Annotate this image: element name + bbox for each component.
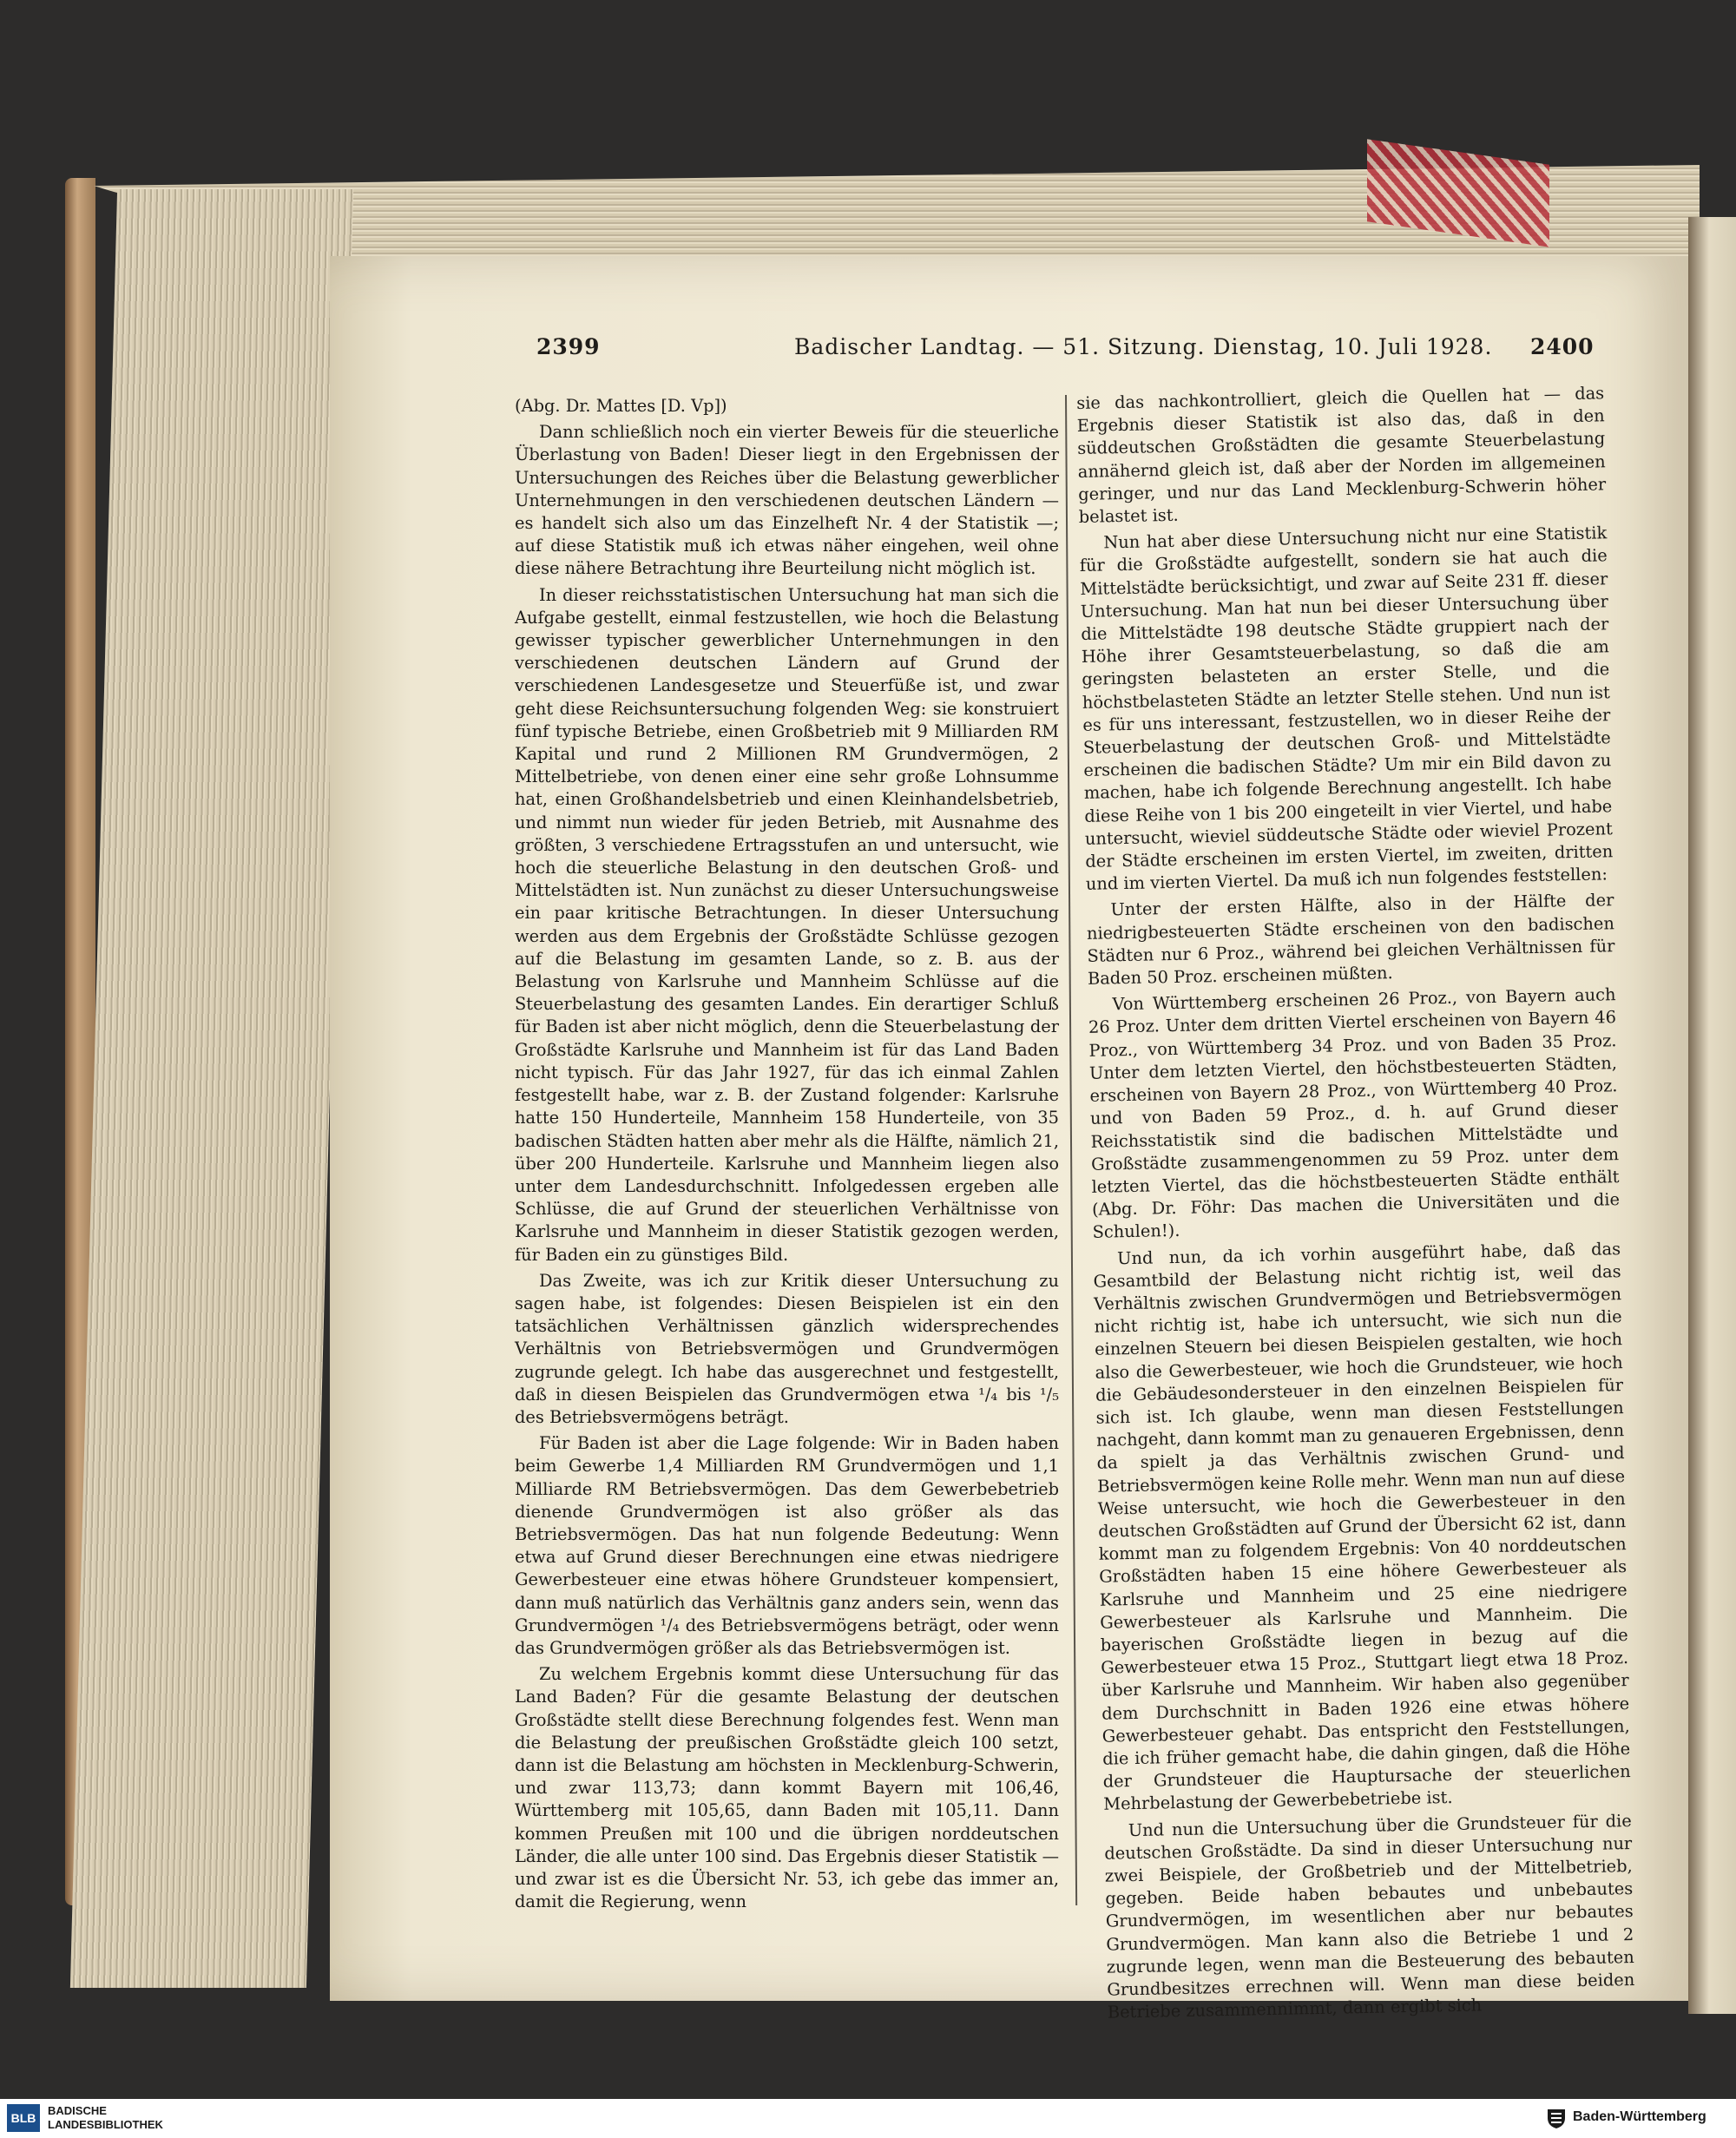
paragraph: Nun hat aber diese Untersuchung nicht nur eine Statistik für die Großstädte aufgestellt, sondern sie hat auch die Mittelstädte berücksichtigt, und zwar auf Seite 231 ff. dieser Untersuchung. Man hat nun bei dieser Untersuchung über die Mittelstädte 198 deutsche Städte gruppiert nach der Höhe ihrer Gesamtsteuerbelastung, so daß die am geringsten belasteten an erster Stelle, und die höchstbelasteten Städte an letzter Stelle stehen. Und nun ist es für uns interessant, festzustellen, wo in dieser Reihe der Steuerbelastung der deutschen Groß- und Mittelstädte erscheinen die badischen Städte? Um mir ein Bild davon zu machen, habe ich folgende Berechnung angestellt. Ich habe diese Reihe von 1 bis 200 eingeteilt in vier Viertel, und habe untersucht, wieviel süddeutsche Städte oder wieviel Prozent der Städte erscheinen im ersten Viertel, im zweiten, dritten und im vierten Viertel. Da muß ich nun folgendes feststellen: [1079, 523, 1614, 895]
running-header: Badischer Landtag. — 51. Sitzung. Dienstag, 10. Juli 1928. [794, 334, 1493, 359]
paragraph: Und nun die Untersuchung über die Grundsteuer für die deutschen Großstädte. Da sind in dieser Untersuchung nur zwei Beispiele, der Großbetrieb und der Mittelbetrieb, gegeben. Beide haben bebautes und unbebautes Grundvermögen, im wesentlichen aber nur bebautes Grundvermögen. Man kann also die Betriebe 1 und 2 zugrunde legen, wenn man die Besteuerung des bebauten Grundbesitzes errechnen will. Wenn man diese beiden Betriebe zusammennimmt, dann ergibt sich [1104, 1810, 1635, 2023]
paragraph: Und nun, da ich vorhin ausgeführt habe, daß das Gesamtbild der Belastung nicht richtig ist, weil das Verhältnis zwischen Grundvermögen und Betriebsvermögen nicht richtig ist, habe ich untersucht, wie sich nun die einzelnen Steuern bei diesen Beispielen gestalten, wie hoch also die Gewerbesteuer, wie hoch die Grundsteuer, wie hoch die Gebäudesondersteuer in den einzelnen Beispielen für sich ist. Ich glaube, wenn man diesen Feststellungen nachgeht, dann kommt man zu genaueren Ergebnissen, denn da spielt ja das Verhältnis zwischen Grund- und Betriebsvermögen keine Rolle mehr. Wenn man nun auf diese Weise untersucht, wie hoch die Gewerbesteuer in den deutschen Großstädten auf Grund der Übersicht 62 ist, dann kommt man zu folgendem Ergebnis: Von 40 norddeutschen Großstädten haben 15 eine höhere Gewerbesteuer als Karlsruhe und Mannheim und 25 eine niedrigere Gewerbesteuer als Karlsruhe und Mannheim. Die bayerischen Großstädte liegen in bezug auf die Gewerbesteuer etwa 15 Proz., Stuttgart liegt etwa 18 Proz. über Karlsruhe und Mannheim. Wir haben also gegenüber dem Durchschnitt in Baden 1926 eine etwas höhere Gewerbesteuer gehabt. Das entspricht den Feststellungen, die ich früher gemacht habe, die dahin gingen, daß die Höhe der Grundsteuer die Hauptursache der steuerlichen Mehrbelastung der Gewerbebetriebe ist. [1093, 1238, 1631, 1815]
library-name-line1: BADISCHE [48, 2104, 107, 2117]
speaker-line: (Abg. Dr. Mattes [D. Vp]) [515, 396, 727, 416]
paragraph: Für Baden ist aber die Lage folgende: Wir in Baden haben beim Gewerbe 1,4 Milliarden RM Grundvermögen und 1,1 Milliarde RM Betriebsvermögen. Das dem Gewerbebetrieb dienende Grundvermögen ist also größer als das Betriebsvermögen. Das hat nun folgende Bedeutung: Wenn etwa auf Grund dieser Berechnungen eine etwas niedrigere Gewerbesteuer eine etwas höhere Grundsteuer kompensiert, dann muß natürlich das Verhältnis ganz anders sein, wenn das Grundvermögen ¹/₄ des Betriebsvermögens beträgt, oder wenn das Grundvermögen größer als das Betriebsvermögen ist. [515, 1433, 1059, 1658]
paragraph: Von Württemberg erscheinen 26 Proz., von Bayern auch 26 Proz. Unter dem dritten Viertel erscheinen von Bayern 46 Proz., von Württemberg 34 Proz. und von Baden 35 Proz. Unter dem letzten Viertel, den höchstbesteuerten Städten, erscheinen von Bayern 28 Proz., von Württemberg 40 Proz. und von Baden 59 Proz., d. h. auf Grund dieser Reichsstatistik sind die badischen Mittelstädte und Großstädte zusammengenommen zu 59 Proz. unter dem letzten Viertel, das die höchstbesteuerten Städte enthält (Abg. Dr. Föhr: Das machen die Universitäten und die Schulen!). [1088, 984, 1621, 1243]
text-column-right [1076, 382, 1635, 2028]
library-name [48, 2104, 163, 2132]
page-stack-side [70, 189, 353, 1988]
state-name: Baden-Württemberg [1573, 2109, 1706, 2124]
paragraph: sie das nachkontrolliert, gleich die Quellen hat — das Ergebnis dieser Statistik ist also das, daß in den süddeutschen Großstädten die gesamte Steuerbelastung annähernd gleich ist, daß aber der Norden im allgemeinen geringer, und nur das Land Mecklenburg-Schwerin höher belastet ist. [1076, 383, 1607, 527]
paragraph: Unter der ersten Hälfte, also in der Hälfte der niedrigbesteuerten Städte erscheinen von den badischen Städten nur 6 Proz., während bei gleichen Verhältnissen für Baden 50 Proz. erscheinen müßten. [1086, 890, 1615, 989]
page-number-right: 2400 [1530, 334, 1595, 359]
paragraph: Das Zweite, was ich zur Kritik dieser Untersuchung zu sagen habe, ist folgendes: Diesen Beispielen ist ein den tatsächlichen Verhältnissen gänzlich widersprechendes Verhältnis von Betriebsvermögen und Grundvermögen zugrunde gelegt. Ich habe das ausgerechnet und festgestellt, daß in diesen Beispielen das Grundvermögen etwa ¹/₄ bis ¹/₅ des Betriebsvermögens beträgt. [515, 1270, 1059, 1427]
footer-bar [0, 2099, 1736, 2138]
paragraph: In dieser reichsstatistischen Untersuchung hat man sich die Aufgabe gestellt, einmal festzustellen, wie hoch die Belastung gewisser typischer gewerblicher Unternehmungen in den verschiedenen deutschen Ländern auf Grund der verschiedenen Landesgesetze und Steuerfüße ist, und zwar geht diese Reichsuntersuchung folgenden Weg: sie konstruiert fünf typische Betriebe, einen Großbetrieb mit 9 Milliarden RM Kapital und rund 2 Millionen RM Grundvermögen, 2 Mittelbetriebe, von denen einer eine sehr große Lohnsumme hat, einen Großhandelsbetrieb und einen Kleinhandelsbetrieb, und nimmt nun wieder für jeden Betrieb, mit Ausnahme des größten, 3 verschiedene Ertragsstufen an und untersucht, wie hoch die steuerliche Belastung in den deutschen Groß- und Mittelstädten ist. Nun zunächst zu dieser Untersuchungsweise ein paar kritische Betrachtungen. In dieser Untersuchung werden aus dem Ergebnis der Großstädte Schlüsse gezogen auf die Belastung im gesamten Lande, so z. B. aus der Belastung von Karlsruhe und Mannheim Schlüsse auf die Steuerbelastung des gesamten Landes. Ein derartiger Schluß für Baden ist aber nicht möglich, denn die Steuerbelastung der Großstädte Karlsruhe und Mannheim ist für das Land Baden nicht typisch. Für das Jahr 1927, für das ich einmal Zahlen festgestellt habe, war z. B. der Zustand folgender: Karlsruhe hatte 150 Hunderteile, Mannheim 158 Hunderteile, von 35 badischen Städten hatten aber mehr als die Hälfte, nämlich 21, über 200 Hunderteile. Karlsruhe und Mannheim liegen also unter dem Landesdurchschnitt. Infolgedessen ergeben alle Schlüsse, die auf Grund der steuerlichen Verhältnisse von Karlsruhe und Mannheim in dieser Statistik gezogen werden, für Baden ein zu günstiges Bild. [515, 584, 1059, 1265]
library-name-line2: LANDESBIBLIOTHEK [48, 2118, 163, 2131]
paragraph: Zu welchem Ergebnis kommt diese Untersuchung für das Land Baden? Für die gesamte Belastung der deutschen Großstädte stellt diese Berechnung folgendes fest. Wenn man die Belastung der preußischen Großstädte gleich 100 setzt, dann ist die Belastung am höchsten in Mecklenburg-Schwerin, und zwar 113,73; dann kommt Bayern mit 106,46, Württemberg mit 105,65, dann Baden mit 105,11. Dann kommen Preußen mit 100 und die übrigen norddeutschen Länder, die alle unter 100 sind. Das Ergebnis dieser Statistik — und zwar ist es die Übersicht Nr. 53, ich gebe das immer an, damit die Regierung, wenn [515, 1664, 1059, 1912]
text-column-left [515, 395, 1059, 1917]
blb-logo[interactable]: BLB [7, 2104, 40, 2132]
facing-page-edge [1688, 217, 1736, 2014]
paragraph: Dann schließlich noch ein vierter Beweis für die steuerliche Überlastung von Baden! Dieser liegt in den Ergebnissen der Untersuchungen des Reiches über die Belastung gewerblicher Unternehmungen in den verschiedenen deutschen Ländern — es handelt sich also um das Einzelheft Nr. 4 der Statistik —; auf diese Statistik muß ich etwas näher eingehen, weil ohne diese nähere Betrachtung ihre Beurteilung nicht möglich ist. [515, 422, 1059, 579]
page-number-left: 2399 [536, 334, 601, 359]
baden-wuerttemberg-crest-icon[interactable] [1545, 2107, 1568, 2129]
